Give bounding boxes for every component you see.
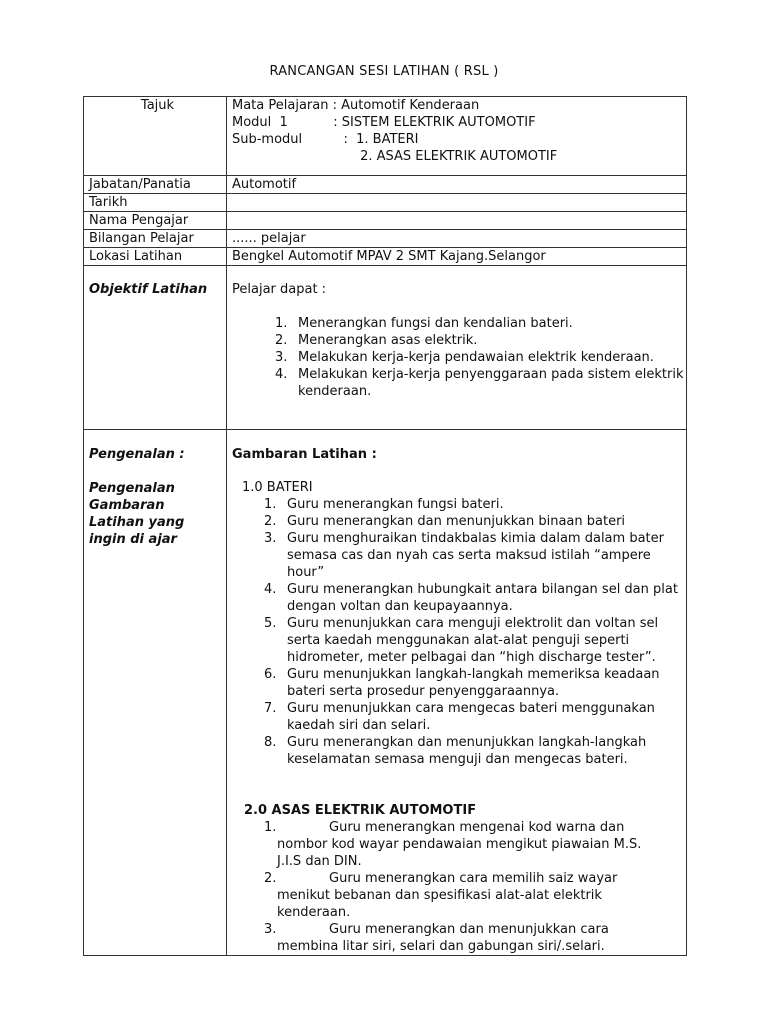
- info-row-jabatan: [84, 176, 687, 194]
- list-item: 3. Guru menerangkan dan menunjukkan cara membina litar siri, selari dan gabungan siri/.selari.: [264, 922, 609, 954]
- objektif-label: Objektif Latihan: [84, 266, 227, 430]
- info-row-tarikh: [84, 194, 687, 212]
- rsl-table: [83, 96, 687, 956]
- list-item: 8. Guru menerangkan dan menunjukkan langkah-langkah keselamatan semasa menguji dan mengecas bateri.: [264, 735, 647, 767]
- tajuk-line-1: Mata Pelajaran : Automotif Kenderaan: [232, 98, 480, 113]
- info-value: [227, 212, 687, 230]
- list-item: 3. Guru menghuraikan tindakbalas kimia dalam dalam bater semasa cas dan nyah cas serta maksud istilah “ampere hour”: [264, 531, 664, 580]
- list-item: 1. Menerangkan fungsi dan kendalian bateri.: [275, 316, 573, 331]
- pengenalan-labels: [84, 430, 227, 956]
- info-label: Nama Pengajar: [84, 212, 227, 230]
- objektif-intro: Pelajar dapat :: [232, 282, 327, 297]
- list-item: 1. Guru menerangkan fungsi bateri.: [264, 497, 504, 512]
- objektif-content: [227, 266, 687, 430]
- info-value: [227, 194, 687, 212]
- info-value: ...... pelajar: [227, 230, 687, 248]
- info-value: Automotif: [227, 176, 687, 194]
- objektif-row: [84, 266, 687, 430]
- pengenalan-sub-label: Pengenalan Gambaran Latihan yang ingin di ajar: [89, 481, 185, 547]
- section-title-asas-elektrik: 2.0 ASAS ELEKTRIK AUTOMOTIF: [244, 803, 477, 818]
- list-item: 2. Menerangkan asas elektrik.: [275, 333, 478, 348]
- list-item: 2. Guru menerangkan dan menunjukkan binaan bateri: [264, 514, 626, 529]
- tajuk-line-3: Sub-modul : 1. BATERI: [232, 132, 419, 147]
- pengenalan-row: [84, 430, 687, 956]
- tajuk-content: [227, 97, 687, 176]
- objektif-list: [232, 315, 686, 400]
- list-item: 3. Melakukan kerja-kerja pendawaian elektrik kenderaan.: [275, 350, 654, 365]
- tajuk-line-4: 2. ASAS ELEKTRIK AUTOMOTIF: [232, 149, 558, 164]
- tajuk-line-2: Modul 1 : SISTEM ELEKTRIK AUTOMOTIF: [232, 115, 536, 130]
- bateri-list: [232, 496, 686, 768]
- list-item: 7. Guru menunjukkan cara mengecas bateri menggunakan kaedah siri dan selari.: [264, 701, 655, 733]
- pengenalan-content: [227, 430, 687, 956]
- document-title: RANCANGAN SESI LATIHAN ( RSL ): [269, 64, 499, 79]
- tajuk-label: Tajuk: [84, 97, 227, 176]
- list-item: 5. Guru menunjukkan cara menguji elektrolit dan voltan sel serta kaedah menggunakan alat-alat penguji seperti hidrometer, meter pelbagai dan “high discharge tester”.: [264, 616, 659, 665]
- pengenalan-label: Pengenalan :: [89, 447, 185, 462]
- info-row-lokasi: [84, 248, 687, 266]
- list-item: 4. Melakukan kerja-kerja penyenggaraan pada sistem elektrik kenderaan.: [275, 367, 684, 399]
- info-row-pengajar: [84, 212, 687, 230]
- list-item: 6. Guru menunjukkan langkah-langkah memeriksa keadaan bateri serta prosedur penyenggaraannya.: [264, 667, 660, 699]
- gambaran-heading: Gambaran Latihan :: [232, 447, 377, 462]
- info-label: Jabatan/Panatia: [84, 176, 227, 194]
- section-title-bateri: 1.0 BATERI: [242, 480, 313, 495]
- info-row-bilangan: [84, 230, 687, 248]
- asas-elektrik-list: [232, 819, 686, 955]
- list-item: 4. Guru menerangkan hubungkait antara bilangan sel dan plat dengan voltan dan keupayaannya.: [264, 582, 678, 614]
- list-item: 2. Guru menerangkan cara memilih saiz wayar menikut bebanan dan spesifikasi alat-alat elektrik kenderaan.: [264, 871, 618, 920]
- info-label: Tarikh: [84, 194, 227, 212]
- info-label: Bilangan Pelajar: [84, 230, 227, 248]
- info-label: Lokasi Latihan: [84, 248, 227, 266]
- header-row: [84, 97, 687, 176]
- list-item: 1. Guru menerangkan mengenai kod warna dan nombor kod wayar pendawaian mengikut piawaian M.S. J.I.S dan DIN.: [264, 820, 642, 869]
- info-value: Bengkel Automotif MPAV 2 SMT Kajang.Selangor: [227, 248, 687, 266]
